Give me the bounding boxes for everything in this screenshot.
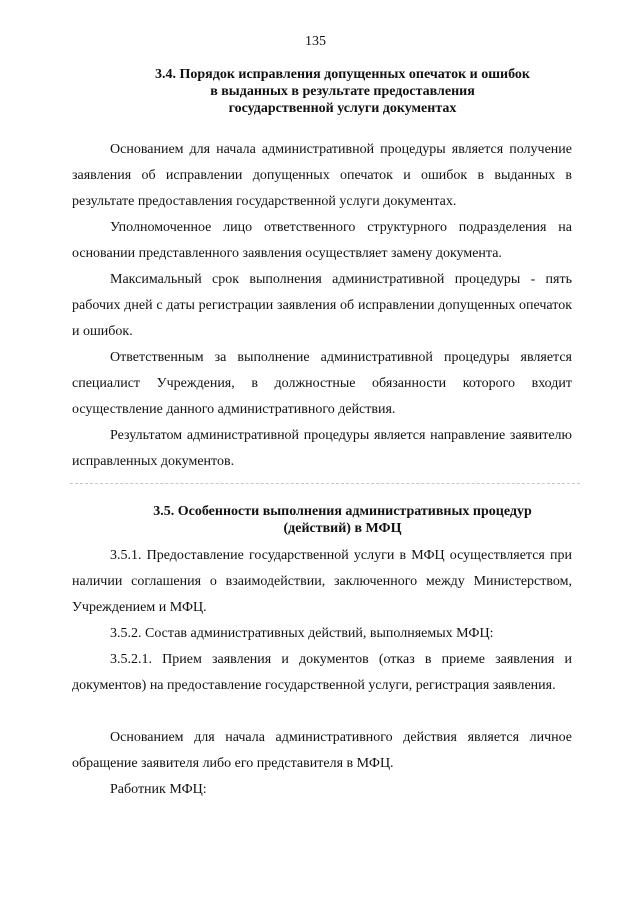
paragraph: Основанием для начала административного действия является личное обращение заявителя либо его представителя в МФЦ. [72,730,572,771]
paragraph: Уполномоченное лицо ответственного структурного подразделения на основании представленного заявления осуществляет замену документа. [72,220,572,261]
paragraph: 3.5.2. Состав административных действий, выполняемых МФЦ: [110,626,494,641]
paragraph: Работник МФЦ: [110,782,207,797]
paragraph: Максимальный срок выполнения административной процедуры - пять рабочих дней с даты регистрации заявления об исправлении допущенных опечаток и ошибок. [72,272,572,339]
page-number: 135 [305,34,326,49]
paragraph: Основанием для начала административной процедуры является получение заявления об исправлении допущенных опечаток и ошибок в выданных в результате предоставления государственной услуги документах. [72,142,572,209]
section-3-5-heading [60,503,625,537]
heading-line: государственной услуги документах [228,101,457,116]
heading-line: (действий) в МФЦ [283,521,402,536]
paragraph: Ответственным за выполнение административной процедуры является специалист Учреждения, в должностные обязанности которого входит осуществление данного административного действия. [72,350,572,417]
heading-line: в выданных в результате предоставления [210,84,475,99]
section-3-4-heading [60,66,625,117]
paragraph: 3.5.1. Предоставление государственной услуги в МФЦ осуществляется при наличии соглашения о взаимодействии, заключенного между Министерством, Учреждением и МФЦ. [72,548,572,615]
scan-artifact-line [70,483,580,484]
paragraph: Результатом административной процедуры является направление заявителю исправленных документов. [72,428,572,469]
heading-line: 3.4. Порядок исправления допущенных опечаток и ошибок [155,67,530,82]
heading-line: 3.5. Особенности выполнения административных процедур [153,504,532,519]
paragraph: 3.5.2.1. Прием заявления и документов (отказ в приеме заявления и документов) на предоставление государственной услуги, регистрация заявления. [72,652,572,693]
